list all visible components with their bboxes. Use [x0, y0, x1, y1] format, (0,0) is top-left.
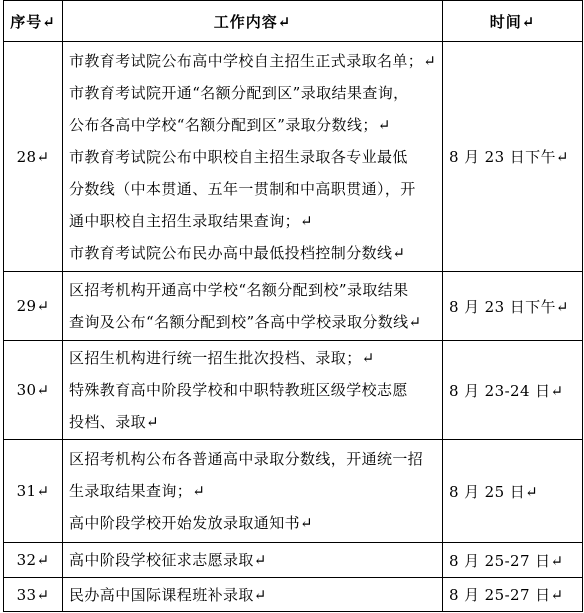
- table-header-time: 时间↵: [443, 1, 583, 42]
- row-content-cell: [63, 578, 443, 612]
- row-index-cell: 29↵: [4, 272, 63, 341]
- content-line: 通中职校自主招生录取结果查询；↵: [69, 211, 313, 230]
- row-time-cell: 8 月 25 日↵: [443, 440, 583, 543]
- row-time-cell: 8 月 25-27 日↵: [443, 543, 583, 578]
- row-content-cell: [63, 543, 443, 578]
- schedule-table: [3, 0, 583, 612]
- row-index-cell: 33↵: [4, 578, 63, 612]
- content-line: 区招生机构进行统一招生批次投档、录取；↵: [69, 349, 375, 367]
- content-line: 公布各高中学校“名额分配到区”录取分数线；↵: [69, 115, 391, 134]
- content-line: 分数线（中本贯通、五年一贯制和中高职贯通），开: [69, 179, 416, 198]
- content-line: 民办高中国际课程班补录取↵: [69, 585, 267, 604]
- content-line: 区招考机构公布各普通高中录取分数线，开通统一招: [69, 450, 424, 468]
- row-time-cell: 8 月 23 日下午↵: [443, 42, 583, 272]
- content-line: 市教育考试院公布中职校自主招生录取各专业最低: [69, 147, 408, 166]
- row-time-cell: 8 月 25-27 日↵: [443, 578, 583, 612]
- content-line: 特殊教育高中阶段学校和中职特教班区级学校志愿: [69, 381, 408, 399]
- row-content-cell: [63, 272, 443, 341]
- content-line: 查询及公布“名额分配到校”各高中学校录取分数线↵: [69, 313, 422, 331]
- content-line: 投档、录取↵: [69, 413, 159, 431]
- content-line: 区招考机构开通高中学校“名额分配到校”录取结果: [69, 281, 409, 299]
- content-line: 市教育考试院公布民办高中最低投档控制分数线↵: [69, 243, 406, 262]
- row-content-cell: [63, 440, 443, 543]
- content-line: 市教育考试院开通“名额分配到区”录取结果查询，: [69, 83, 409, 102]
- row-index-cell: 32↵: [4, 543, 63, 578]
- row-index-cell: 30↵: [4, 341, 63, 440]
- row-content-cell: [63, 42, 443, 272]
- content-line: 高中阶段学校开始发放录取通知书↵: [69, 514, 313, 532]
- table-header-content: 工作内容↵: [63, 1, 443, 42]
- row-time-cell: 8 月 23 日下午↵: [443, 272, 583, 341]
- table-header-index: 序号↵: [4, 1, 63, 42]
- content-line: 市教育考试院公布高中学校自主招生正式录取名单；↵: [69, 51, 437, 70]
- content-line: 高中阶段学校征求志愿录取↵: [69, 551, 267, 569]
- row-time-cell: 8 月 23-24 日↵: [443, 341, 583, 440]
- content-line: 生录取结果查询；↵: [69, 482, 206, 500]
- row-content-cell: [63, 341, 443, 440]
- row-index-cell: 28↵: [4, 42, 63, 272]
- row-index-cell: 31↵: [4, 440, 63, 543]
